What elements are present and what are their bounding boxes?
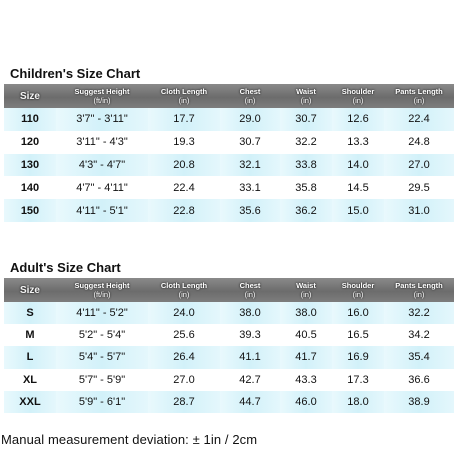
- measurement-cell: 28.7: [148, 391, 220, 413]
- measurement-cell: 33.1: [220, 176, 280, 199]
- measurement-cell: 34.2: [384, 324, 454, 346]
- measurement-cell: 42.7: [220, 369, 280, 391]
- measurement-cell: 26.4: [148, 346, 220, 368]
- column-header-label: Size: [19, 90, 40, 102]
- column-header-unit: (in): [300, 96, 312, 105]
- measurement-cell: 29.0: [220, 108, 280, 131]
- measurement-cell: 22.8: [148, 199, 220, 222]
- measurement-cell: 38.0: [220, 302, 280, 324]
- column-header-unit: (in): [244, 290, 256, 299]
- measurement-cell: 4'3" - 4'7": [56, 154, 148, 177]
- measurement-cell: 19.3: [148, 131, 220, 154]
- size-cell: 110: [4, 108, 56, 131]
- table-row: [4, 346, 454, 368]
- column-header: [220, 278, 280, 302]
- column-header-label: Cloth Length: [160, 87, 208, 96]
- column-header-label: Chest: [239, 87, 261, 96]
- column-header-unit: (in): [178, 290, 190, 299]
- column-header-label: Pants Length: [395, 281, 443, 290]
- measurement-cell: 38.9: [384, 391, 454, 413]
- header-row: [4, 84, 454, 108]
- measurement-cell: 24.0: [148, 302, 220, 324]
- measurement-cell: 32.1: [220, 154, 280, 177]
- measurement-cell: 33.8: [280, 154, 332, 177]
- measurement-cell: 35.6: [220, 199, 280, 222]
- measurement-cell: 22.4: [148, 176, 220, 199]
- header-row: [4, 278, 454, 302]
- size-cell: XXL: [4, 391, 56, 413]
- measurement-cell: 29.5: [384, 176, 454, 199]
- column-header: [220, 84, 280, 108]
- column-header-label: Suggest Height: [74, 87, 130, 96]
- measurement-cell: 14.5: [332, 176, 384, 199]
- measurement-cell: 44.7: [220, 391, 280, 413]
- measurement-cell: 16.9: [332, 346, 384, 368]
- measurement-cell: 15.0: [332, 199, 384, 222]
- measurement-cell: 3'11" - 4'3": [56, 131, 148, 154]
- column-header-label: Suggest Height: [74, 281, 130, 290]
- measurement-cell: 38.0: [280, 302, 332, 324]
- measurement-cell: 14.0: [332, 154, 384, 177]
- measurement-cell: 5'4" - 5'7": [56, 346, 148, 368]
- measurement-cell: 22.4: [384, 108, 454, 131]
- column-header: [148, 84, 220, 108]
- column-header: [148, 278, 220, 302]
- column-header: [332, 278, 384, 302]
- column-header: [384, 84, 454, 108]
- measurement-cell: 24.8: [384, 131, 454, 154]
- measurement-cell: 25.6: [148, 324, 220, 346]
- column-header-label: Size: [19, 284, 40, 296]
- measurement-cell: 39.3: [220, 324, 280, 346]
- size-cell: XL: [4, 369, 56, 391]
- measurement-cell: 3'7" - 3'11": [56, 108, 148, 131]
- column-header: [280, 278, 332, 302]
- measurement-cell: 27.0: [148, 369, 220, 391]
- measurement-cell: 5'9" - 6'1": [56, 391, 148, 413]
- column-header-label: Shoulder: [341, 87, 375, 96]
- adult-size-chart-title: Adult's Size Chart: [10, 260, 121, 275]
- measurement-cell: 17.7: [148, 108, 220, 131]
- size-cell: 120: [4, 131, 56, 154]
- measurement-cell: 18.0: [332, 391, 384, 413]
- adult-size-table: [4, 278, 454, 413]
- measurement-cell: 36.6: [384, 369, 454, 391]
- column-header-label: Shoulder: [341, 281, 375, 290]
- column-header-unit: (in): [244, 96, 256, 105]
- size-cell: 140: [4, 176, 56, 199]
- column-header-label: Cloth Length: [160, 281, 208, 290]
- size-cell: L: [4, 346, 56, 368]
- column-header-label: Chest: [239, 281, 261, 290]
- column-header-unit: (ft/in): [93, 290, 111, 299]
- measurement-cell: 4'7" - 4'11": [56, 176, 148, 199]
- children-size-table: [4, 84, 454, 222]
- children-size-chart-title: Children's Size Chart: [10, 66, 141, 81]
- measurement-cell: 41.1: [220, 346, 280, 368]
- column-header-unit: (in): [300, 290, 312, 299]
- measurement-cell: 5'7" - 5'9": [56, 369, 148, 391]
- table-row: [4, 369, 454, 391]
- size-cell: 130: [4, 154, 56, 177]
- measurement-cell: 4'11" - 5'2": [56, 302, 148, 324]
- measurement-cell: 4'11" - 5'1": [56, 199, 148, 222]
- table-row: [4, 131, 454, 154]
- measurement-deviation-note: Manual measurement deviation: ± 1in / 2cm: [1, 432, 258, 447]
- measurement-cell: 35.8: [280, 176, 332, 199]
- size-cell: S: [4, 302, 56, 324]
- measurement-cell: 35.4: [384, 346, 454, 368]
- column-header: [56, 278, 148, 302]
- table-row: [4, 176, 454, 199]
- table-row: [4, 199, 454, 222]
- size-cell: M: [4, 324, 56, 346]
- measurement-cell: 31.0: [384, 199, 454, 222]
- column-header: [56, 84, 148, 108]
- measurement-cell: 16.0: [332, 302, 384, 324]
- column-header-unit: (in): [352, 290, 364, 299]
- table-row: [4, 324, 454, 346]
- measurement-cell: 5'2" - 5'4": [56, 324, 148, 346]
- column-header: [384, 278, 454, 302]
- measurement-cell: 30.7: [220, 131, 280, 154]
- column-header-label: Waist: [296, 281, 316, 290]
- measurement-cell: 36.2: [280, 199, 332, 222]
- column-header-unit: (in): [352, 96, 364, 105]
- column-header-unit: (in): [413, 96, 425, 105]
- table-row: [4, 302, 454, 324]
- table-row: [4, 391, 454, 413]
- column-header-unit: (ft/in): [93, 96, 111, 105]
- column-header: [280, 84, 332, 108]
- measurement-cell: 17.3: [332, 369, 384, 391]
- column-header: [4, 84, 56, 108]
- column-header: [4, 278, 56, 302]
- measurement-cell: 40.5: [280, 324, 332, 346]
- measurement-cell: 30.7: [280, 108, 332, 131]
- column-header-unit: (in): [178, 96, 190, 105]
- measurement-cell: 46.0: [280, 391, 332, 413]
- measurement-cell: 12.6: [332, 108, 384, 131]
- column-header: [332, 84, 384, 108]
- measurement-cell: 16.5: [332, 324, 384, 346]
- measurement-cell: 43.3: [280, 369, 332, 391]
- measurement-cell: 20.8: [148, 154, 220, 177]
- table-row: [4, 108, 454, 131]
- measurement-cell: 41.7: [280, 346, 332, 368]
- column-header-label: Waist: [296, 87, 316, 96]
- column-header-unit: (in): [413, 290, 425, 299]
- size-cell: 150: [4, 199, 56, 222]
- column-header-label: Pants Length: [395, 87, 443, 96]
- table-row: [4, 154, 454, 177]
- measurement-cell: 32.2: [384, 302, 454, 324]
- measurement-cell: 32.2: [280, 131, 332, 154]
- measurement-cell: 27.0: [384, 154, 454, 177]
- measurement-cell: 13.3: [332, 131, 384, 154]
